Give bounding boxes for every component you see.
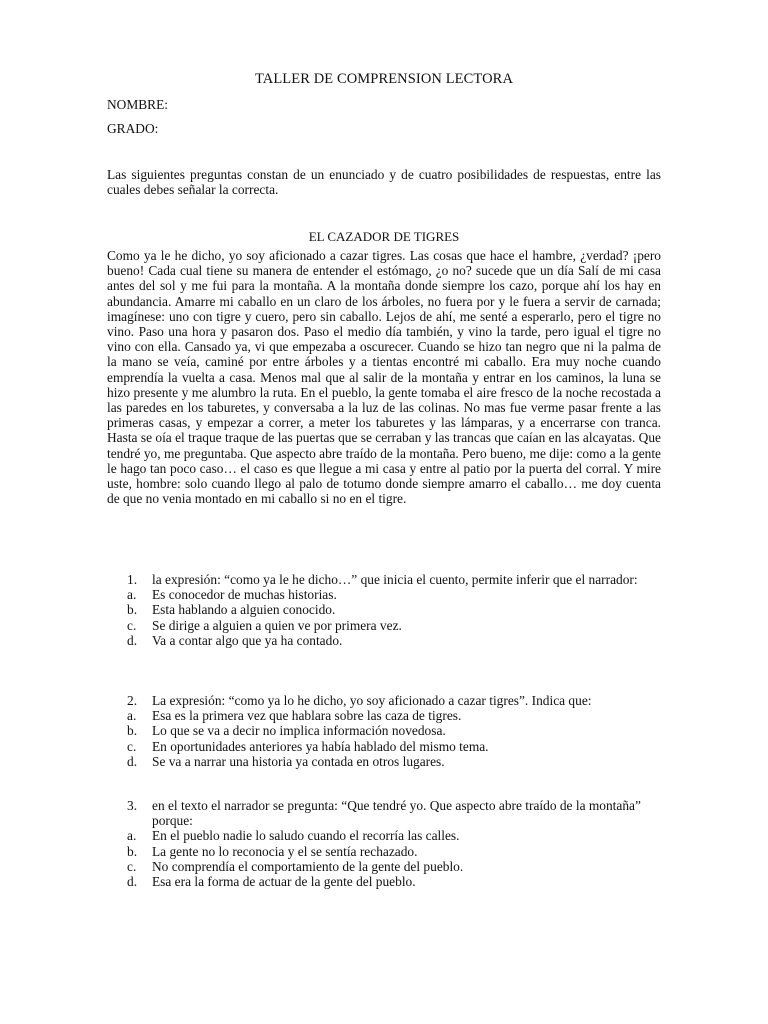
answer-option-c	[107, 739, 667, 754]
option-letter: d.	[127, 632, 138, 648]
option-text: La gente no lo reconocia y el se sentía rechazado.	[152, 843, 418, 859]
option-letter: d.	[127, 753, 138, 769]
answer-option-b	[107, 602, 667, 617]
answer-option-b	[107, 723, 667, 738]
option-letter: a.	[127, 587, 137, 603]
option-text: En el pueblo nadie lo saludo cuando el recorría las calles.	[152, 828, 460, 844]
option-text: Se va a narrar una historia ya contada en otros lugares.	[152, 753, 445, 769]
option-letter: b.	[127, 843, 138, 859]
option-text: Esta hablando a alguien conocido.	[152, 602, 336, 618]
question-text: La expresión: “como ya lo he dicho, yo soy aficionado a cazar tigres”. Indica que:	[152, 693, 592, 708]
answer-option-a	[107, 587, 667, 602]
question-number: 1.	[127, 572, 138, 587]
option-text: En oportunidades anteriores ya había hablado del mismo tema.	[152, 738, 489, 754]
option-letter: a.	[127, 828, 137, 844]
option-letter: c.	[127, 858, 137, 874]
answer-option-a	[107, 708, 667, 723]
option-text: Esa es la primera vez que hablara sobre las caza de tigres.	[152, 708, 462, 724]
option-text: Esa era la forma de actuar de la gente del pueblo.	[152, 874, 416, 890]
grade-field-label: GRADO:	[107, 121, 159, 136]
answer-option-b	[107, 844, 667, 859]
question-2	[107, 693, 667, 769]
answer-option-c	[107, 859, 667, 874]
answer-option-a	[107, 828, 667, 843]
option-letter: a.	[127, 708, 137, 724]
story-text: Como ya le he dicho, yo soy aficionado a cazar tigres. Las cosas que hace el hambre, ¿verdad? ¡pero bueno! Cada cual tiene su manera de entender el estómago, ¿o no? sucede que un día Salí de mi casa antes del sol y me fui para la montaña. A la montaña donde siempre los cazo, porque ahí los hay en abundancia. Amarre mi caballo en un claro de los árboles, no fuera por y le fuera a servir de carnada; imagínese: uno con tigre y cuero, pero sin caballo. Lejos de ahí, me senté a esperarlo, pero el tigre no vino. Paso una hora y pasaron dos. Paso el medio día también, y vino la tarde, pero igual el tigre no vino con ella. Cansado ya, vi que empezaba a oscurecer. Cuando se hizo tan negro que ni la palma de la mano se veía, caminé por entre árboles y a tientas encontré mi caballo. Era muy noche cuando emprendía la vuelta a casa. Menos mal que al salir de la montaña y entrar en los caminos, la luna se hizo presente y me alumbro la ruta. En el pueblo, la gente tomaba el aire fresco de la noche recostada a las paredes en los taburetes, y conversaba a la luz de las colinas. No mas fue verme pasar frente a las primeras casas, y empezar a correr, a meter los taburetes y las lámparas, y a encerrarse con tranca. Hasta se oía el traque traque de las puertas que se cerraban y las trancas que caían en las alcayatas. Que tendré yo, me preguntaba. Que aspecto abre traído de la montaña. Pero bueno, me dije: como a la gente le hago tan poco caso… el caso es que llegue a mi casa y entre al patio por la puerta del corral. Y mire uste, hombre: solo cuando llego al palo de totumo donde siempre amarro el caballo… me doy cuenta de que no venia montado en mi caballo si no en el tigre.	[107, 248, 661, 507]
answer-option-c	[107, 618, 667, 633]
answer-option-d	[107, 754, 667, 769]
question-3	[107, 798, 667, 889]
option-letter: c.	[127, 738, 137, 754]
answer-option-d	[107, 874, 667, 889]
option-text: No comprendía el comportamiento de la gente del pueblo.	[152, 858, 464, 874]
question-number: 3.	[127, 798, 138, 813]
question-text: la expresión: “como ya le he dicho…” que inicia el cuento, permite inferir que el narrador:	[152, 572, 638, 587]
question-stem	[107, 572, 667, 587]
question-number: 2.	[127, 693, 138, 708]
option-letter: d.	[127, 874, 138, 890]
answer-option-d	[107, 633, 667, 648]
question-text: en el texto el narrador se pregunta: “Que tendré yo. Que aspecto abre traído de la montaña” porque:	[152, 798, 641, 829]
name-field-label: NOMBRE:	[107, 97, 169, 112]
option-text: Es conocedor de muchas historias.	[152, 587, 337, 603]
option-letter: b.	[127, 602, 138, 618]
question-stem	[107, 798, 667, 828]
question-stem	[107, 693, 667, 708]
page-title: TALLER DE COMPRENSION LECTORA	[254, 71, 514, 87]
option-text: Se dirige a alguien a quien ve por primera vez.	[152, 617, 402, 633]
question-1	[107, 572, 667, 648]
option-letter: b.	[127, 723, 138, 739]
option-letter: c.	[127, 617, 137, 633]
story-title: EL CAZADOR DE TIGRES	[308, 229, 460, 244]
instructions-paragraph: Las siguientes preguntas constan de un enunciado y de cuatro posibilidades de respuestas, entre las cuales debes señalar la correcta.	[107, 167, 661, 198]
option-text: Va a contar algo que ya ha contado.	[152, 632, 343, 648]
option-text: Lo que se va a decir no implica información novedosa.	[152, 723, 446, 739]
